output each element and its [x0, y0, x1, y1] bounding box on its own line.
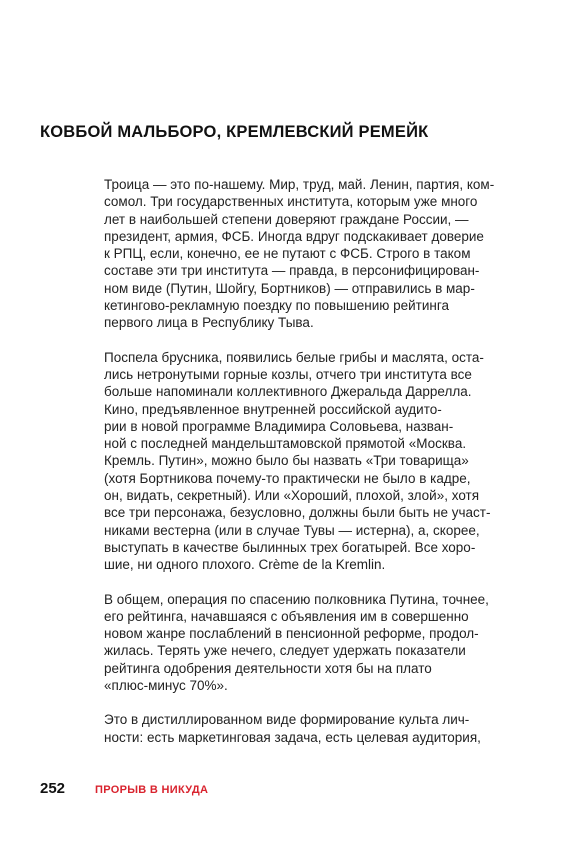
text-line: В общем, операция по спасению полковника Путина, точнее, — [104, 591, 489, 607]
text-line: лет в наибольшей степени доверяют граждане России, — — [104, 211, 469, 227]
text-line: президент, армия, ФСБ. Иногда вдруг подскакивает доверие — [104, 228, 484, 244]
text-line: Троица — это по-нашему. Мир, труд, май. Ленин, партия, ком- — [104, 177, 495, 192]
text-line: к РПЦ, если, конечно, ее не путают с ФСБ. Строго в таком — [104, 246, 471, 262]
text-line: первого лица в Республику Тыва. — [104, 315, 314, 331]
paragraph — [104, 711, 484, 746]
paragraph — [104, 349, 491, 574]
text-line: Это в дистиллированном виде формирование культа лич- — [104, 712, 470, 728]
text-line: Кино, предъявленное внутренней российской аудито- — [104, 401, 442, 417]
text-line: новом жанре послаблений в пенсионной реформе, продол- — [104, 626, 479, 642]
text-line: он, видать, секретный). Или «Хороший, плохой, злой», хотя — [104, 488, 480, 504]
text-line: (хотя Бортникова почему-то практически не было в кадре, — [104, 470, 471, 486]
text-line: составе эти три института — правда, в персонифицирован- — [104, 263, 480, 279]
text-line: шие, ни одного плохого. Crème de la Kremlin. — [104, 557, 386, 573]
text-line: «плюс-минус 70%». — [104, 678, 228, 694]
text-line: рейтинга одобрения деятельности хотя бы на плато — [104, 660, 432, 676]
text-line: ности: есть маркетинговая задача, есть целевая аудитория, — [104, 729, 481, 745]
text-line: лись нетронутыми горные козлы, отчего три института все — [104, 366, 472, 382]
body-text — [104, 176, 495, 763]
paragraph — [104, 176, 495, 332]
running-head: ПРОРЫВ В НИКУДА — [95, 784, 209, 796]
text-line: выступать в качестве былинных трех богатырей. Все хоро- — [104, 539, 476, 555]
paragraph — [104, 591, 489, 695]
page-number: 252 — [40, 780, 66, 797]
text-line: ной с последней мандельштамовской прямотой «Москва. — [104, 436, 467, 452]
page-footer — [40, 780, 208, 800]
text-line: больше напоминали коллективного Джеральда Даррелла. — [104, 384, 472, 400]
text-line: ном виде (Путин, Шойгу, Бортников) — отправились в мар- — [104, 280, 475, 296]
text-line: Поспела брусника, появились белые грибы и маслята, оста- — [104, 349, 484, 365]
text-line: кетингово-рекламную поездку по повышению рейтинга — [104, 298, 449, 314]
text-line: Кремль. Путин», можно было бы назвать «Три товарища» — [104, 453, 469, 469]
text-line: рии в новой программе Владимира Соловьева, назван- — [104, 418, 454, 434]
text-line: его рейтинга, начавшаяся с объявления им в совершенно — [104, 608, 469, 624]
text-line: никами вестерна (или в случае Тувы — истерна), а, скорее, — [104, 522, 480, 538]
text-line: все три персонажа, безусловно, должны были быть не участ- — [104, 505, 491, 521]
text-line: жилась. Терять уже нечего, следует удержать показатели — [104, 643, 466, 659]
text-line: сомол. Три государственных института, которым уже много — [104, 194, 478, 210]
chapter-title: КОВБОЙ МАЛЬБОРО, КРЕМЛЕВСКИЙ РЕМЕЙК — [40, 123, 429, 141]
